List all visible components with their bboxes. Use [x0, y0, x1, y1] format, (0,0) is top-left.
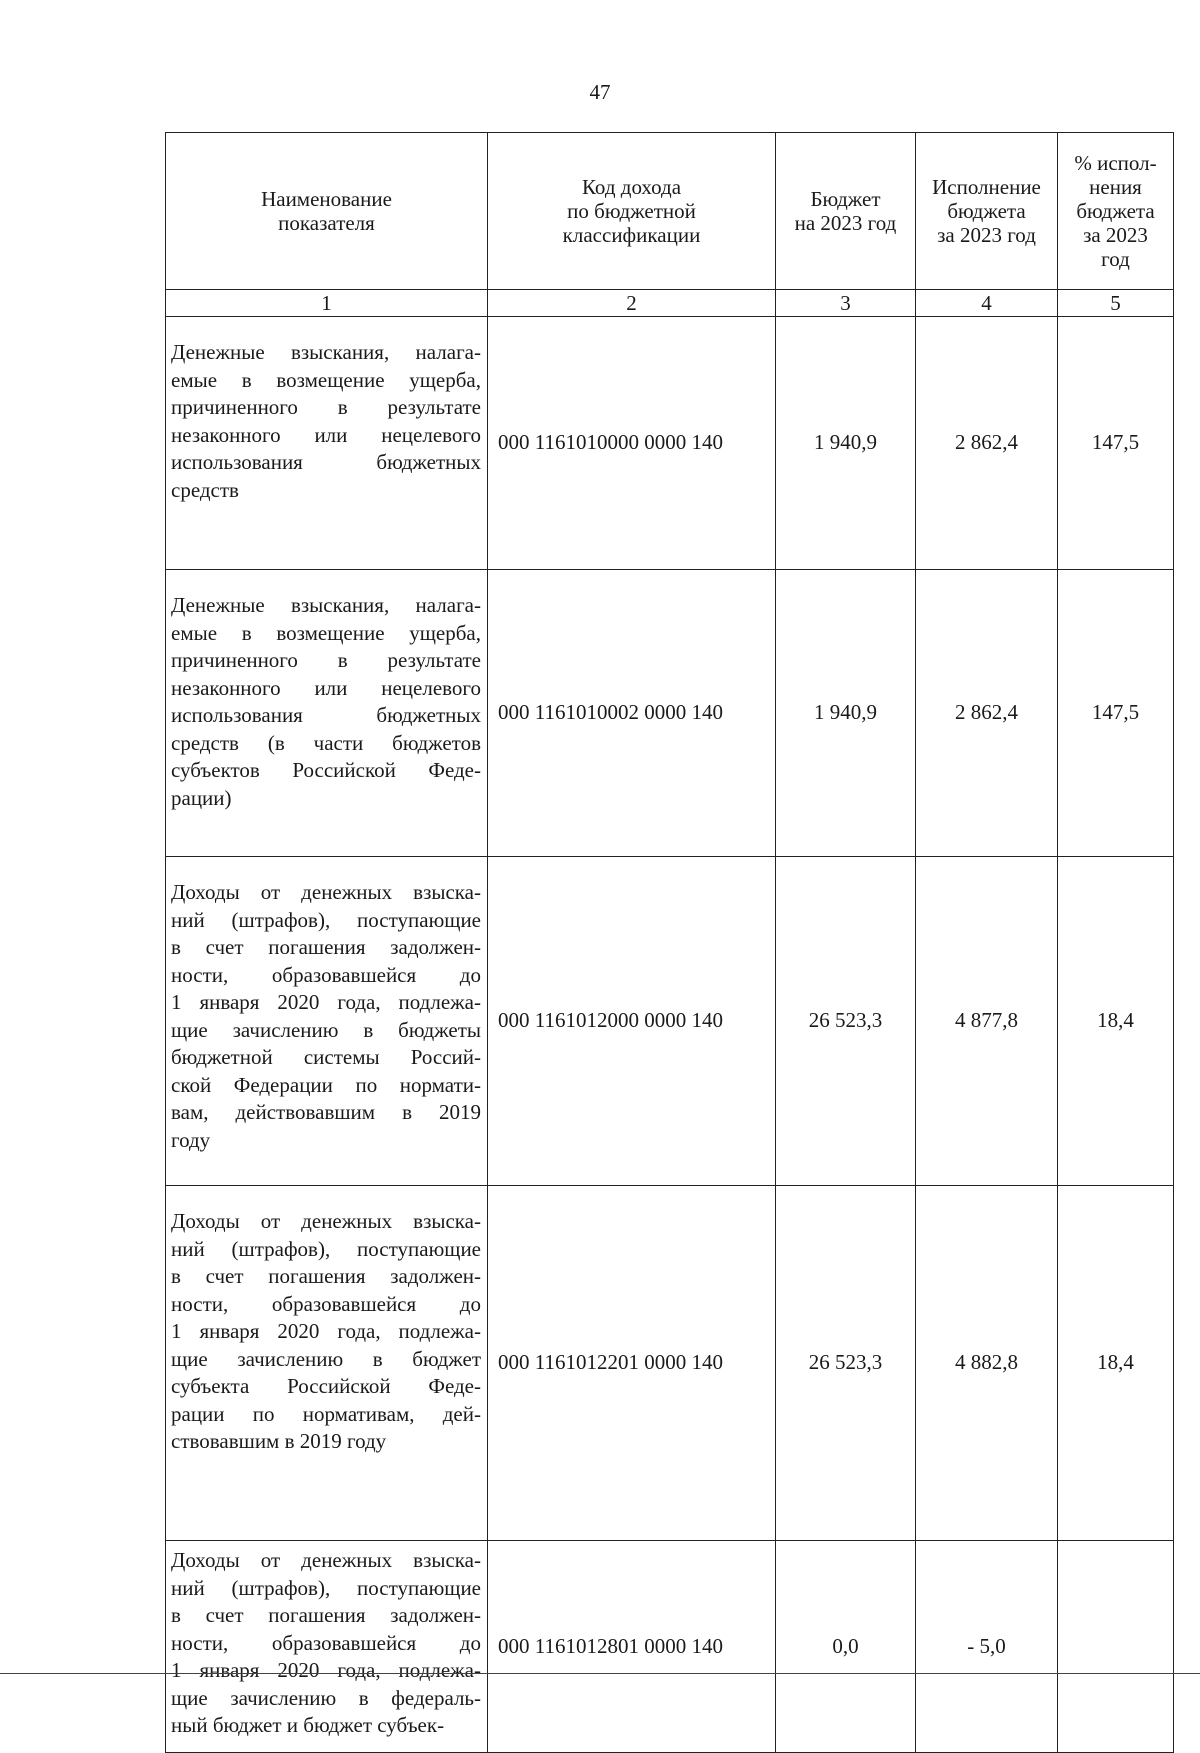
row-budget-cell: 26 523,3 [776, 1186, 916, 1541]
row-name-line: ности, образовавшейся до [171, 962, 481, 987]
row-execution-cell: 2 862,4 [916, 317, 1058, 570]
row-name-line: щие зачислению в бюджеты [171, 1017, 481, 1042]
table-row [166, 317, 1174, 570]
row-name-line: Доходы от денежных взыска- [171, 880, 481, 904]
row-execution-cell: 4 877,8 [916, 857, 1058, 1186]
row-percent-cell [1058, 1541, 1174, 1753]
header-name-line: Наименование [261, 187, 392, 211]
row-name-line: емые в возмещение ущерба, [171, 620, 481, 645]
row-percent-cell: 147,5 [1058, 570, 1174, 857]
row-name-line: 1 января 2020 года, подлежа- [171, 1319, 481, 1343]
row-percent-cell: 18,4 [1058, 1186, 1174, 1541]
row-name-line: ствовавшим в 2019 году [171, 1429, 387, 1453]
row-code-cell: 000 1161012801 0000 140 [488, 1541, 776, 1753]
row-name-line: щие зачислению в федераль- [171, 1685, 481, 1710]
row-name-line: ности, образовавшейся до [171, 1630, 481, 1655]
header-percent-line: % испол- [1074, 151, 1157, 175]
row-name-line: в счет погашения задолжен- [171, 1264, 481, 1288]
row-code-cell: 000 1161012000 0000 140 [488, 857, 776, 1186]
row-budget-cell: 1 940,9 [776, 570, 916, 857]
header-budget [776, 133, 916, 290]
row-name-line: средств [171, 477, 239, 502]
row-name-line: рации) [171, 785, 232, 810]
row-name-line: Доходы от денежных взыска- [171, 1548, 481, 1572]
row-name-line: году [171, 1127, 211, 1152]
row-name-line: вам, действовавшим в 2019 [171, 1100, 481, 1124]
table-row [166, 1186, 1174, 1541]
row-name-line: субъектов Российской Феде- [171, 758, 481, 782]
row-name-line: Денежные взыскания, налага- [171, 340, 481, 364]
column-number: 2 [488, 290, 776, 317]
header-execution-line: за 2023 год [937, 223, 1036, 247]
column-number: 5 [1058, 290, 1174, 317]
row-name-line: использования бюджетных [171, 703, 481, 727]
header-execution [916, 133, 1058, 290]
column-number: 3 [776, 290, 916, 317]
row-execution-cell: - 5,0 [916, 1541, 1058, 1753]
header-budget-line: на 2023 год [794, 211, 897, 235]
header-percent-line: за 2023 [1083, 223, 1148, 247]
header-name [166, 133, 488, 290]
row-name-line: средств (в части бюджетов [171, 730, 481, 755]
table-row [166, 1541, 1174, 1753]
row-name-line: Денежные взыскания, налага- [171, 593, 481, 617]
row-name-line: ний (штрафов), поступающие [171, 907, 481, 932]
header-percent-line: бюджета [1076, 199, 1155, 223]
row-name-line: ний (штрафов), поступающие [171, 1575, 481, 1600]
row-name-cell [166, 857, 488, 1186]
row-name-line: емые в возмещение ущерба, [171, 367, 481, 392]
row-name-line: Доходы от денежных взыска- [171, 1209, 481, 1233]
row-name-line: рации по нормативам, дей- [171, 1401, 481, 1426]
row-execution-cell: 2 862,4 [916, 570, 1058, 857]
row-name-cell [166, 1186, 488, 1541]
row-name-line: 1 января 2020 года, подлежа- [171, 990, 481, 1014]
row-code-cell: 000 1161010000 0000 140 [488, 317, 776, 570]
row-name-line: незаконного или нецелевого [171, 675, 481, 700]
row-code-cell: 000 1161010002 0000 140 [488, 570, 776, 857]
row-name-cell [166, 317, 488, 570]
row-name-line: ный бюджет и бюджет субъек- [171, 1713, 445, 1737]
row-name-line: в счет погашения задолжен- [171, 935, 481, 959]
row-name-line: незаконного или нецелевого [171, 422, 481, 447]
header-percent-line: нения [1089, 175, 1142, 199]
header-row [166, 133, 1174, 290]
row-budget-cell: 0,0 [776, 1541, 916, 1753]
header-name-line: показателя [278, 211, 375, 235]
header-code-line: классификации [562, 223, 701, 247]
header-code [488, 133, 776, 290]
page-number: 47 [589, 80, 611, 104]
row-name-line: субъекта Российской Феде- [171, 1374, 481, 1398]
row-name-line: использования бюджетных [171, 450, 481, 474]
row-budget-cell: 1 940,9 [776, 317, 916, 570]
row-name-cell [166, 570, 488, 857]
row-name-line: причиненного в результате [171, 648, 481, 672]
header-percent-line: год [1101, 247, 1130, 271]
row-percent-cell: 18,4 [1058, 857, 1174, 1186]
row-name-line: бюджетной системы Россий- [171, 1045, 481, 1069]
row-execution-cell: 4 882,8 [916, 1186, 1058, 1541]
row-name-line: причиненного в результате [171, 395, 481, 419]
row-name-line: щие зачислению в бюджет [171, 1346, 481, 1371]
row-percent-cell: 147,5 [1058, 317, 1174, 570]
row-name-line: ний (штрафов), поступающие [171, 1236, 481, 1261]
column-number: 1 [166, 290, 488, 317]
budget-execution-table [165, 132, 1174, 1753]
page-bottom-rule [0, 1673, 1200, 1674]
column-number: 4 [916, 290, 1058, 317]
table-row [166, 857, 1174, 1186]
row-code-cell: 000 1161012201 0000 140 [488, 1186, 776, 1541]
row-name-line: 1 января 2020 года, подлежа- [171, 1658, 481, 1682]
row-name-line: в счет погашения задолжен- [171, 1603, 481, 1627]
row-budget-cell: 26 523,3 [776, 857, 916, 1186]
row-name-cell [166, 1541, 488, 1753]
row-name-line: ской Федерации по нормати- [171, 1072, 481, 1097]
row-name-line: ности, образовавшейся до [171, 1291, 481, 1316]
column-number-row [166, 290, 1174, 317]
table-row [166, 570, 1174, 857]
header-code-line: Код дохода [581, 175, 682, 199]
header-budget-line: Бюджет [810, 187, 881, 211]
header-execution-line: Исполнение [932, 175, 1041, 199]
header-percent [1058, 133, 1174, 290]
header-code-line: по бюджетной [567, 199, 696, 223]
header-execution-line: бюджета [947, 199, 1026, 223]
